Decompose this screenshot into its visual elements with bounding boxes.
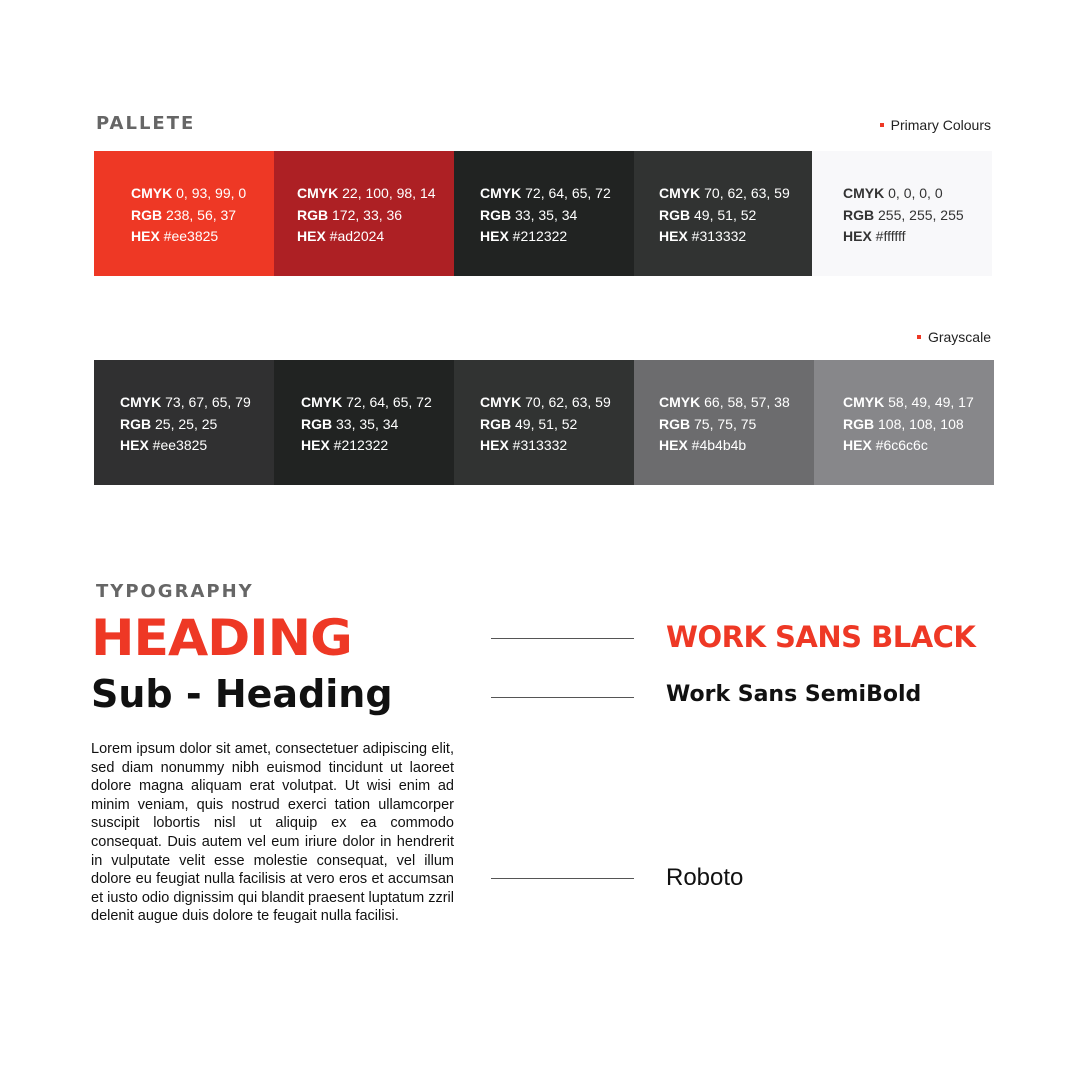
legend-bullet [917,335,921,339]
grayscale-swatch [634,360,814,485]
swatch-values [659,183,790,248]
hex-numbers: #4b4b4b [687,437,747,453]
rgb-numbers: 172, 33, 36 [328,206,403,223]
hex-numbers: #313332 [687,228,747,244]
hex-label: HEX [297,228,326,244]
cmyk-label: CMYK [131,185,173,201]
rgb-numbers: 75, 75, 75 [690,415,757,432]
grayscale-swatch [274,360,454,485]
hex-label: HEX [480,437,509,453]
primary-colour-swatch [274,151,454,276]
hex-numbers: #ee3825 [159,228,219,244]
cmyk-value [843,183,964,205]
rgb-numbers: 255, 255, 255 [874,206,964,223]
hex-value [659,435,790,457]
swatch-values [659,392,790,457]
cmyk-numbers: 73, 67, 65, 79 [161,394,251,410]
cmyk-label: CMYK [480,185,522,201]
hex-label: HEX [659,228,688,244]
rgb-numbers: 108, 108, 108 [874,415,964,432]
cmyk-label: CMYK [843,394,885,410]
grayscale-swatch [454,360,634,485]
primary-colour-swatch [812,151,992,276]
cmyk-label: CMYK [301,394,343,410]
swatch-values [480,183,611,248]
cmyk-numbers: 72, 64, 65, 72 [521,185,611,201]
hex-label: HEX [301,437,330,453]
hex-numbers: #ffffff [871,228,906,244]
primary-colours-legend [880,117,991,133]
rgb-value [659,414,790,436]
cmyk-value [843,392,974,414]
hex-label: HEX [659,437,688,453]
hex-numbers: #ee3825 [148,437,208,453]
hex-label: HEX [480,228,509,244]
pallete-title: PALLETE [96,113,196,134]
cmyk-value [297,183,436,205]
heading-connector-line [491,638,634,639]
rgb-value [301,414,432,436]
rgb-value [120,414,251,436]
cmyk-value [120,392,251,414]
hex-label: HEX [843,437,872,453]
hex-numbers: #212322 [329,437,389,453]
cmyk-value [659,183,790,205]
typography-title: TYPOGRAPHY [96,581,254,602]
rgb-label: RGB [297,206,329,223]
grayscale-swatch [814,360,994,485]
cmyk-numbers: 66, 58, 57, 38 [700,394,790,410]
swatch-values [480,392,611,457]
hex-label: HEX [131,228,160,244]
rgb-label: RGB [843,415,875,432]
rgb-label: RGB [120,415,152,432]
primary-colour-swatch [454,151,634,276]
cmyk-numbers: 72, 64, 65, 72 [342,394,432,410]
hex-label: HEX [843,228,872,244]
rgb-value [843,414,974,436]
grayscale-label: Grayscale [927,329,991,345]
rgb-value [659,205,790,227]
hex-value [131,226,246,248]
cmyk-label: CMYK [297,185,339,201]
cmyk-numbers: 0, 93, 99, 0 [172,185,247,201]
cmyk-numbers: 22, 100, 98, 14 [338,185,436,201]
subheading-sample: Sub - Heading [91,672,393,716]
swatch-values [131,183,246,248]
hex-numbers: #313332 [508,437,568,453]
primary-colour-swatch [94,151,274,276]
swatch-values [297,183,436,248]
cmyk-label: CMYK [120,394,162,410]
rgb-numbers: 49, 51, 52 [690,206,757,223]
rgb-value [843,205,964,227]
hex-numbers: #6c6c6c [871,437,928,453]
hex-value [297,226,436,248]
hex-value [843,435,974,457]
rgb-label: RGB [659,415,691,432]
cmyk-numbers: 58, 49, 49, 17 [884,394,974,410]
subheading-font-name: Work Sans SemiBold [666,682,922,707]
swatch-values [120,392,251,457]
hex-value [301,435,432,457]
grayscale-swatch-row [94,360,994,485]
grayscale-swatch [94,360,274,485]
cmyk-numbers: 0, 0, 0, 0 [884,185,943,201]
rgb-label: RGB [659,206,691,223]
body-text-sample: Lorem ipsum dolor sit amet, consectetuer adipiscing elit, sed diam nonummy nibh euismod tincidunt ut laoreet dolore magna aliquam erat volutpat. Ut wisi enim ad minim veniam, quis nostrud exerci tation ullamcorper suscipit lobortis nisl ut aliquip ex ea commodo consequat. Duis autem vel eum iriure dolor in hendrerit in vulputate velit esse molestie consequat, vel illum dolore eu feugiat nulla facilisis at vero eros et accumsan et iusto odio dignissim qui blandit praesent luptatum zzril delenit augue duis dolore te feugait nulla facilisi. [91,741,454,925]
heading-font-name: WORK SANS BLACK [666,620,976,654]
hex-value [843,226,964,248]
cmyk-label: CMYK [659,185,701,201]
heading-sample: HEADING [91,609,352,667]
cmyk-value [480,392,611,414]
cmyk-label: CMYK [659,394,701,410]
rgb-label: RGB [131,206,163,223]
cmyk-label: CMYK [480,394,522,410]
primary-colours-label: Primary Colours [890,117,991,133]
hex-numbers: #ad2024 [325,228,385,244]
primary-colour-swatch [634,151,812,276]
legend-bullet [880,123,884,127]
swatch-values [301,392,432,457]
hex-value [120,435,251,457]
rgb-numbers: 33, 35, 34 [511,206,578,223]
cmyk-value [480,183,611,205]
rgb-numbers: 49, 51, 52 [511,415,578,432]
rgb-label: RGB [843,206,875,223]
primary-swatch-row [94,151,992,276]
cmyk-numbers: 70, 62, 63, 59 [700,185,790,201]
cmyk-value [301,392,432,414]
rgb-label: RGB [480,206,512,223]
subheading-connector-line [491,697,634,698]
rgb-value [131,205,246,227]
rgb-numbers: 33, 35, 34 [332,415,399,432]
cmyk-value [659,392,790,414]
swatch-values [843,392,974,457]
body-connector-line [491,878,634,879]
cmyk-value [131,183,246,205]
body-font-name: Roboto [666,864,744,891]
rgb-numbers: 238, 56, 37 [162,206,237,223]
rgb-value [480,414,611,436]
rgb-value [297,205,436,227]
rgb-label: RGB [301,415,333,432]
rgb-value [480,205,611,227]
hex-label: HEX [120,437,149,453]
hex-value [659,226,790,248]
rgb-label: RGB [480,415,512,432]
cmyk-numbers: 70, 62, 63, 59 [521,394,611,410]
cmyk-label: CMYK [843,185,885,201]
hex-value [480,435,611,457]
swatch-values [843,183,964,248]
grayscale-legend [917,329,991,345]
rgb-numbers: 25, 25, 25 [151,415,218,432]
hex-numbers: #212322 [508,228,568,244]
hex-value [480,226,611,248]
